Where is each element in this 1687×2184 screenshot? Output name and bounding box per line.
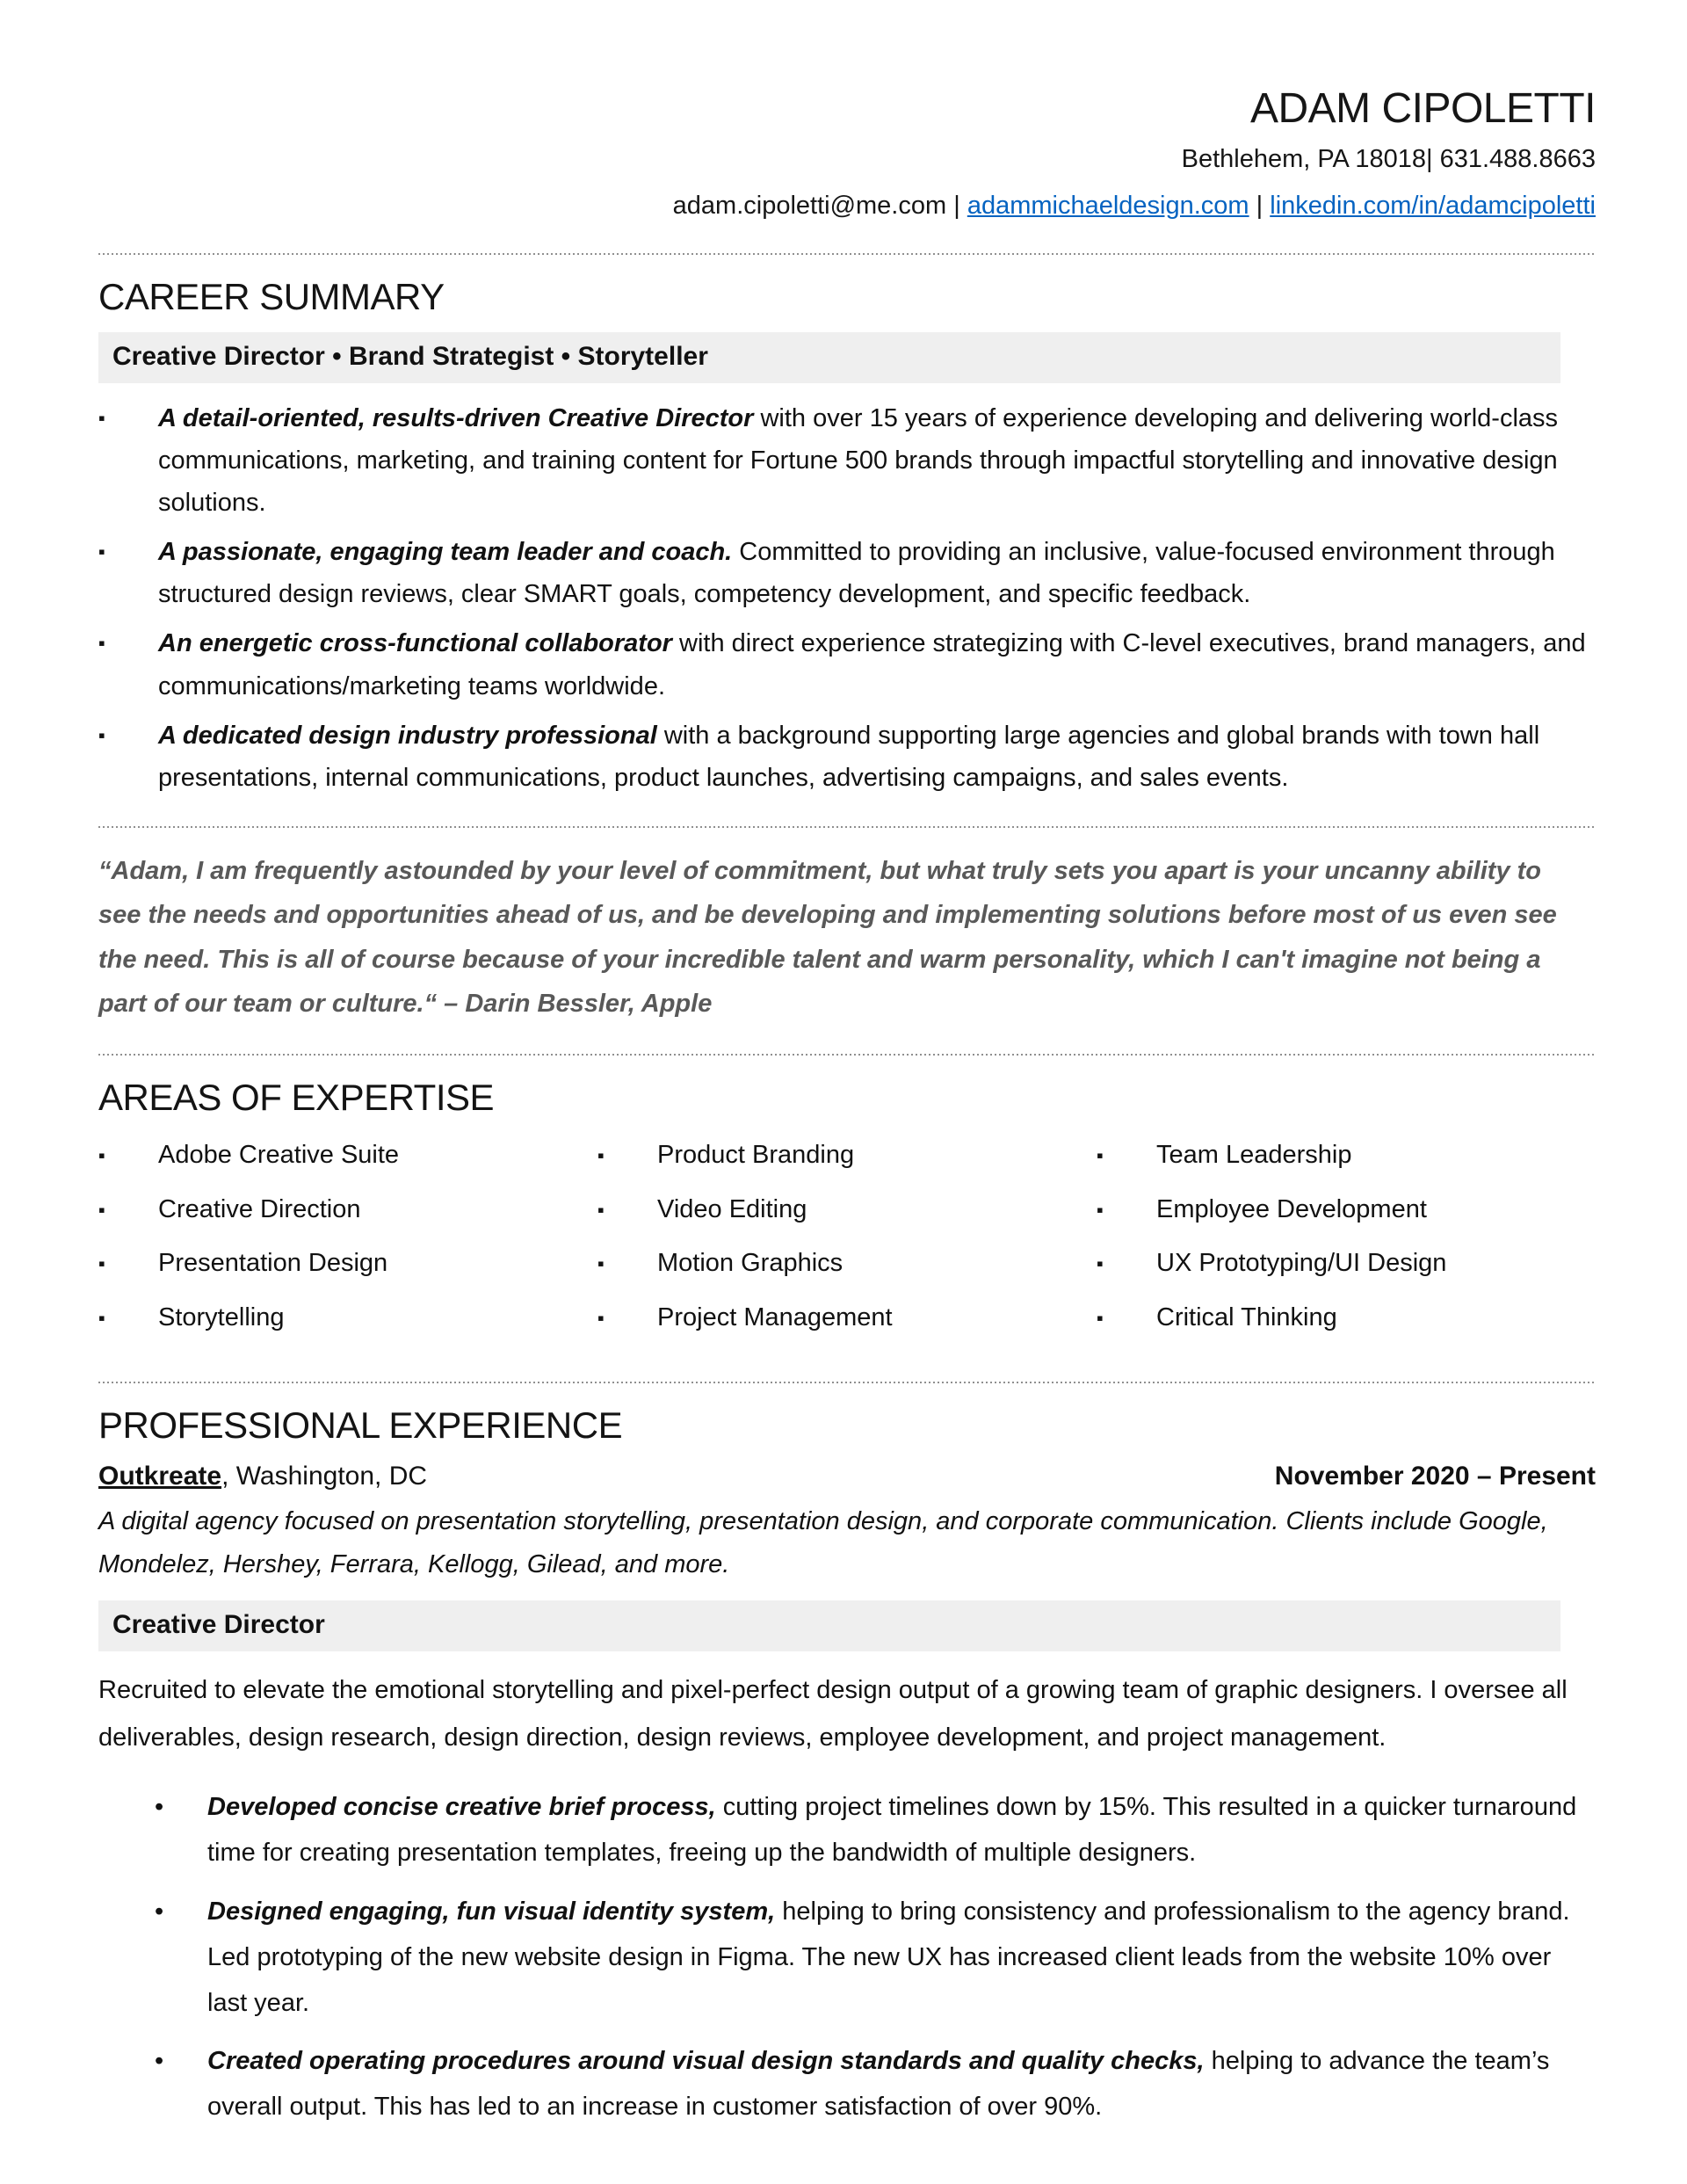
company-line [98,1462,427,1491]
expertise-column [1097,1138,1596,1354]
expertise-item: ▪ Product Branding [597,1138,1097,1173]
dotted-divider [98,1053,1596,1056]
bullet-lead: Developed concise creative brief process, [207,1793,716,1822]
role-title-band: Creative Director [98,1600,1560,1651]
company-name: Outkreate [98,1461,222,1491]
square-bullet-icon: ▪ [98,541,105,563]
expertise-section [98,1077,1596,1355]
square-bullet-icon: ▪ [1097,1198,1104,1221]
location-phone-line: Bethlehem, PA 18018| 631.488.8663 [1181,145,1596,174]
square-bullet-icon: ▪ [1097,1252,1104,1275]
expertise-item: ▪ Project Management [597,1301,1097,1336]
square-bullet-icon: ▪ [98,1252,105,1275]
dotted-divider [98,825,1596,828]
bullet-lead: A dedicated design industry professional [158,721,657,750]
separator: | [1249,192,1271,221]
expertise-item: ▪ Creative Direction [98,1193,597,1228]
bullet-rest: with a background supporting large agencies and global brands with town hall presentations, internal communications, product launches, advertising campaigns, and sales events. [158,721,1540,792]
expertise-item: ▪ Critical Thinking [1097,1301,1596,1336]
square-bullet-icon: ▪ [98,1198,105,1221]
expertise-item: ▪ Adobe Creative Suite [98,1138,597,1173]
bullet-rest: cutting project timelines down by 15%. This resulted in a quicker turnaround time for creating presentation templates, freeing up the bandwidth of multiple designers. [207,1793,1577,1868]
career-summary-heading: CAREER SUMMARY [98,276,445,318]
bullet-lead: An energetic cross-functional collaborator [158,629,672,658]
round-bullet-icon: • [155,1897,164,1926]
expertise-heading: AREAS OF EXPERTISE [98,1076,495,1118]
expertise-column [597,1138,1097,1354]
separator: | [946,192,967,221]
bullet-rest: helping to advance the team’s overall output. This has led to an increase in customer satisfaction of over 90%. [207,2047,1550,2122]
experience-bullet [155,1784,1596,1876]
bullet-rest: helping to bring consistency and professionalism to the agency brand. Led prototyping of the new website design in Figma. The new UX has increased client leads from the website 10% over last year. [207,1897,1570,2017]
subtitle-band: Creative Director • Brand Strategist • Storyteller [98,332,1560,383]
experience-bullet-list [98,1784,1596,2130]
summary-bullet [98,622,1596,707]
linkedin-link[interactable]: linkedin.com/in/adamcipoletti [1270,192,1596,221]
testimonial-quote: “Adam, I am frequently astounded by your level of commitment, but what truly sets you apart is your uncanny ability to see the needs and opportunities ahead of us, and be developing and implementing solutions before most of us even see the need. This is all of course because of your incredible talent and warm personality, which I can't imagine not being a part of our team or culture.“ – Darin Bessler, Apple [98,856,1557,1019]
bullet-rest: Committed to providing an inclusive, value-focused environment through structured design reviews, clear SMART goals, competency development, and specific feedback. [158,538,1555,609]
role-description: Recruited to elevate the emotional storytelling and pixel-perfect design output of a growing team of graphic designers. I oversee all deliverables, design research, design direction, design reviews, employee development, and project management. [98,1675,1568,1752]
website-link[interactable]: adammichaeldesign.com [967,192,1249,221]
header [98,84,1596,226]
contact-line [98,186,1596,226]
bullet-lead: A passionate, engaging team leader and coach. [158,538,733,567]
experience-bullet [155,2038,1596,2130]
square-bullet-icon: ▪ [98,406,105,429]
bullet-lead: Designed engaging, fun visual identity system, [207,1897,776,1926]
square-bullet-icon: ▪ [1097,1144,1104,1167]
expertise-grid [98,1138,1596,1354]
expertise-item: ▪ Motion Graphics [597,1246,1097,1281]
square-bullet-icon: ▪ [1097,1306,1104,1329]
company-location: , Washington, DC [221,1461,428,1491]
expertise-item: ▪ UX Prototyping/UI Design [1097,1246,1596,1281]
dotted-divider [98,1381,1596,1383]
bullet-lead: A detail-oriented, results-driven Creative Director [158,403,754,432]
round-bullet-icon: • [155,2047,164,2076]
experience-bullet [155,1889,1596,2027]
experience-heading: PROFESSIONAL EXPERIENCE [98,1404,623,1447]
summary-bullet [98,715,1596,799]
expertise-item: ▪ Presentation Design [98,1246,597,1281]
expertise-column [98,1138,597,1354]
square-bullet-icon: ▪ [98,1306,105,1329]
expertise-item: ▪ Employee Development [1097,1193,1596,1228]
square-bullet-icon: ▪ [597,1252,605,1275]
square-bullet-icon: ▪ [98,632,105,655]
summary-bullet [98,397,1596,524]
email-text: adam.cipoletti@me.com [672,192,947,221]
square-bullet-icon: ▪ [597,1306,605,1329]
candidate-name: ADAM CIPOLETTI [1249,85,1596,132]
expertise-item: ▪ Team Leadership [1097,1138,1596,1173]
agency-description: A digital agency focused on presentation storytelling, presentation design, and corporate communication. Clients include Google, Mondelez, Hershey, Ferrara, Kellogg, Gilead, and more. [98,1506,1548,1579]
square-bullet-icon: ▪ [597,1198,605,1221]
summary-bullet-list [98,397,1596,799]
square-bullet-icon: ▪ [98,1144,105,1167]
employment-dates: November 2020 – Present [1274,1461,1596,1491]
round-bullet-icon: • [155,1793,164,1822]
career-summary-section [98,276,1596,799]
bullet-lead: Created operating procedures around visual design standards and quality checks, [207,2047,1205,2076]
expertise-item: ▪ Video Editing [597,1193,1097,1228]
bullet-rest: with direct experience strategizing with C-level executives, brand managers, and communications/marketing teams worldwide. [158,629,1586,700]
summary-bullet [98,531,1596,615]
square-bullet-icon: ▪ [597,1144,605,1167]
company-row [98,1462,1596,1491]
expertise-item: ▪ Storytelling [98,1301,597,1336]
experience-section [98,1404,1596,2130]
square-bullet-icon: ▪ [98,723,105,746]
bullet-rest: with over 15 years of experience developing and delivering world-class communications, marketing, and training content for Fortune 500 brands through impactful storytelling and innovative design solutions. [158,403,1559,518]
dotted-divider [98,252,1596,255]
